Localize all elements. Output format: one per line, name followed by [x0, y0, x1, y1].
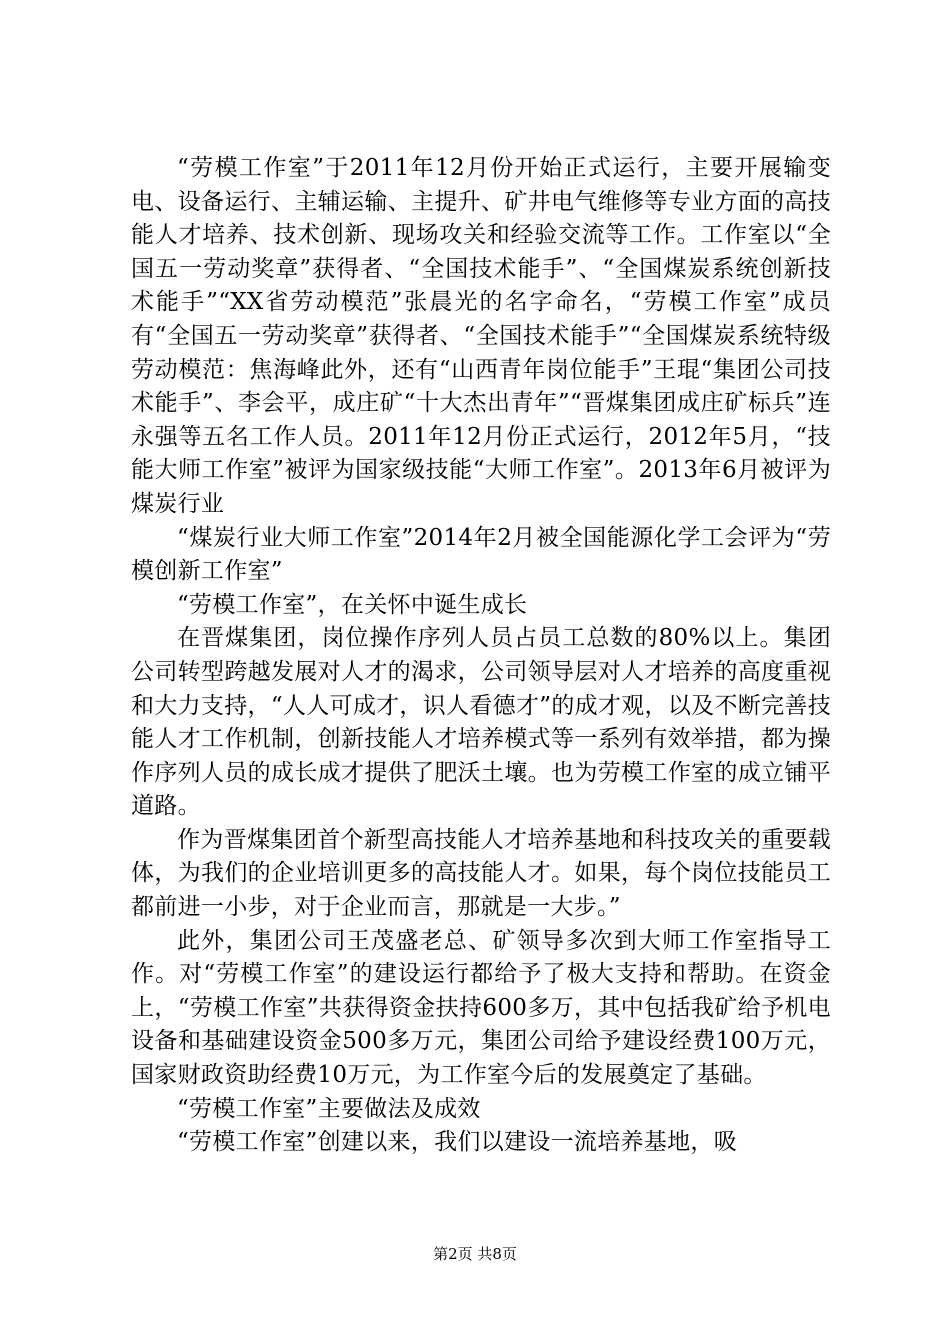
paragraph-methods: “劳模工作室”创建以来，我们以建设一流培养基地，吸	[177, 1129, 738, 1156]
page-number: 第2页 共8页	[433, 1245, 517, 1263]
section-heading-methods: “劳模工作室”主要做法及成效	[177, 1095, 481, 1122]
paragraph-talent: 在晋煤集团，岗位操作序列人员占员工总数的80%以上。集团公司转型跨越发展对人才的渴求，公司领导层对人才培养的高度重视和大力支持，“人人可成才，识人看德才”的成才观，以及不断完善技能人才工作机制，创新技能人才培养模式等一系列有效举措，都为操作序列人员的成长成才提供了肥沃土壤。也为劳模工作室的成立铺平道路。	[131, 625, 831, 820]
page-footer	[0, 1244, 950, 1264]
document-body	[131, 152, 831, 1160]
paragraph-award: “煤炭行业大师工作室”2014年2月被全国能源化学工会评为“劳模创新工作室”	[131, 524, 831, 585]
paragraph-support: 此外，集团公司王茂盛老总、矿领导多次到大师工作室指导工作。对“劳模工作室”的建设运行都给予了极大支持和帮助。在资金上，“劳模工作室”共获得资金扶持600多万，其中包括我矿给予机电设备和基础建设资金500多万元，集团公司给予建设经费100万元，国家财政资助经费10万元，为工作室今后的发展奠定了基础。	[131, 927, 831, 1089]
paragraph-intro: “劳模工作室”于2011年12月份开始正式运行，主要开展输变电、设备运行、主辅运输、主提升、矿井电气维修等专业方面的高技能人才培养、技术创新、现场攻关和经验交流等工作。工作室以“全国五一劳动奖章”获得者、“全国技术能手”、“全国煤炭系统创新技术能手”“XX省劳动模范”张晨光的名字命名，“劳模工作室”成员有“全国五一劳动奖章”获得者、“全国技术能手”“全国煤炭系统特级劳动模范：焦海峰此外，还有“山西青年岗位能手”王琨“集团公司技术能手”、李会平，成庄矿“十大杰出青年”“晋煤集团成庄矿标兵”连永强等五名工作人员。2011年12月份正式运行，2012年5月，“技能大师工作室”被评为国家级技能“大师工作室”。2013年6月被评为煤炭行业	[131, 155, 831, 517]
paragraph-carrier: 作为晋煤集团首个新型高技能人才培养基地和科技攻关的重要载体，为我们的企业培训更多的高技能人才。如果，每个岗位技能员工都前进一小步，对于企业而言，那就是一大步。”	[131, 826, 831, 921]
section-heading-care: “劳模工作室”，在关怀中诞生成长	[177, 591, 528, 618]
